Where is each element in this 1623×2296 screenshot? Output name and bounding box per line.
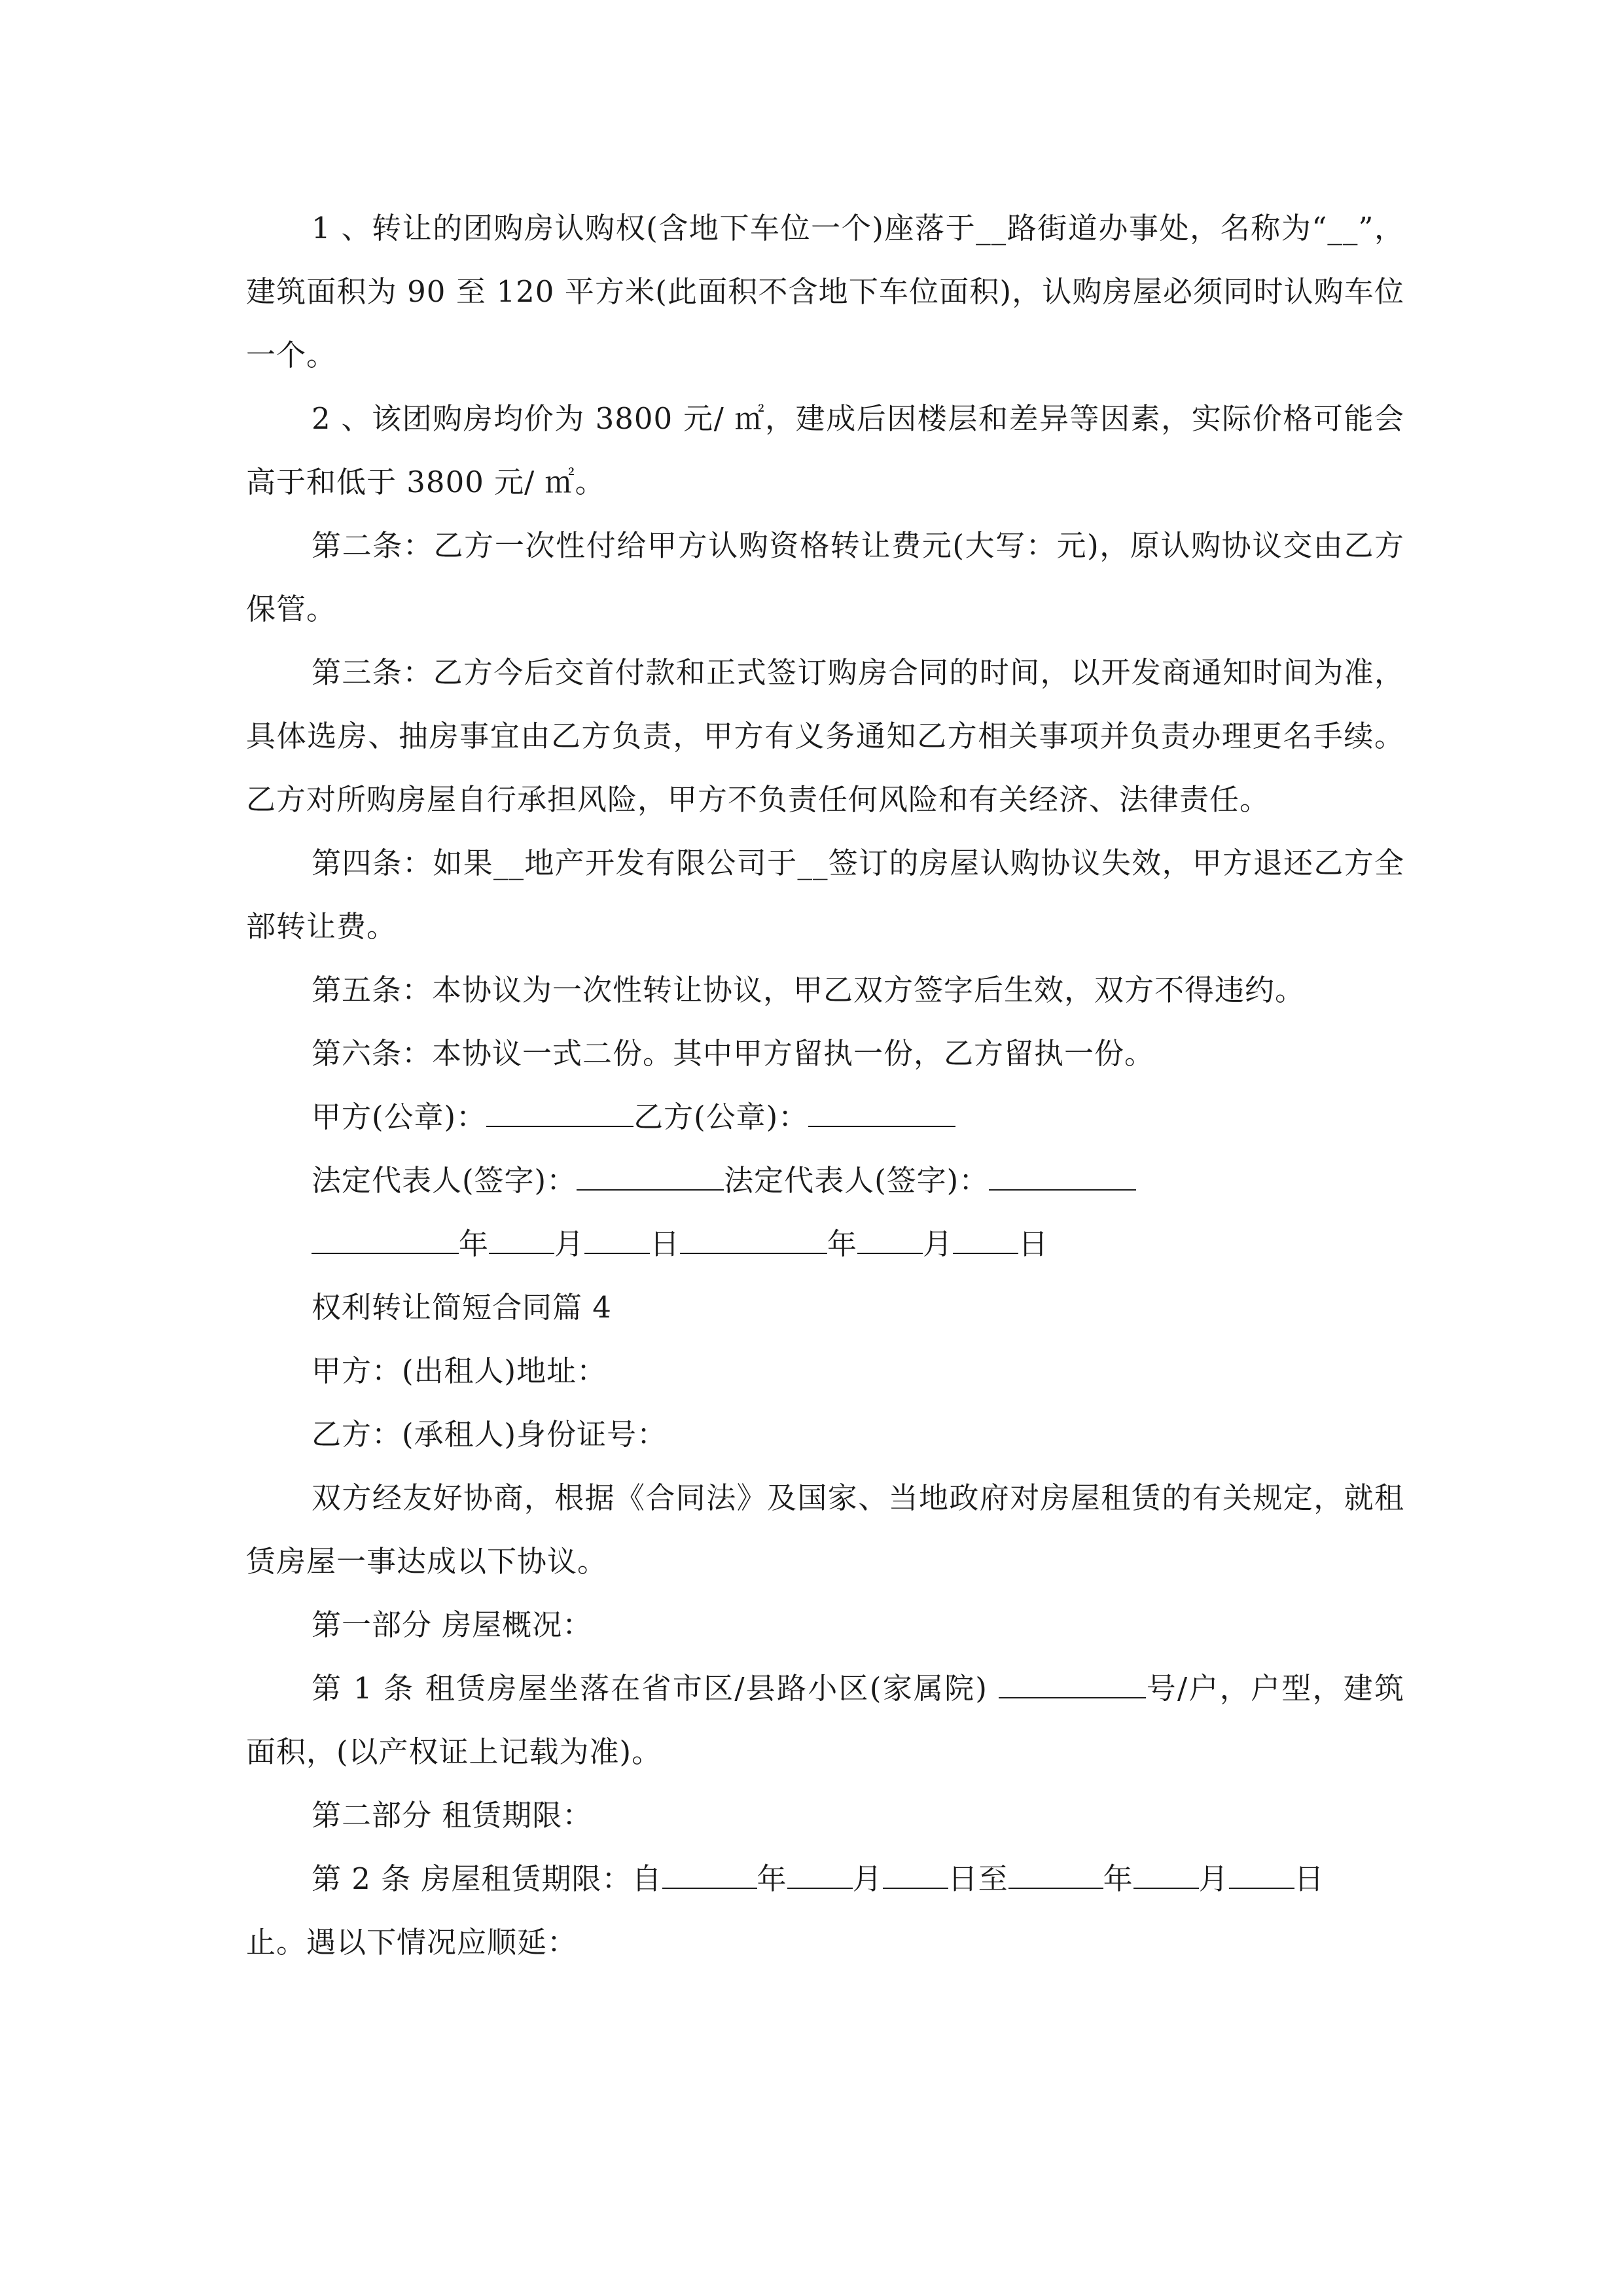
paragraph-article-3: 第三条：乙方今后交首付款和正式签订购房合同的时间，以开发商通知时间为准，具体选房、抽房事宜由乙方负责，甲方有义务通知乙方相关事项并负责办理更名手续。乙方对所购房屋自行承担风险，甲方不负责任何风险和有关经济、法律责任。 bbox=[246, 655, 1404, 817]
date-b-year-blank bbox=[680, 1227, 827, 1254]
date-a-year-blank bbox=[312, 1227, 459, 1254]
date-a-month-blank bbox=[489, 1227, 554, 1254]
paragraph-article-6: 第六条：本协议一式二份。其中甲方留执一份，乙方留执一份。 bbox=[312, 1036, 1155, 1071]
date-b-day-blank bbox=[953, 1227, 1018, 1254]
article-2-month-blank bbox=[787, 1861, 853, 1889]
paragraph-article-5: 第五条：本协议为一次性转让协议，甲乙双方签字后生效，双方不得违约。 bbox=[312, 973, 1306, 1007]
date-b-month-blank bbox=[857, 1227, 923, 1254]
party-a-line: 甲方：(出租人)地址： bbox=[312, 1354, 607, 1388]
article-2-text-a: 第 2 条 房屋租赁期限：自 bbox=[312, 1861, 662, 1896]
article-1-text-b: 号/户，户型，建筑面积，(以产权证上记载为准)。 bbox=[246, 1671, 1404, 1769]
party-b-seal-label: 乙方(公章)： bbox=[633, 1100, 809, 1134]
party-a-seal-label: 甲方(公章)： bbox=[312, 1100, 487, 1134]
date-a-day-label: 日 bbox=[650, 1227, 681, 1261]
section-title: 权利转让简短合同篇 4 bbox=[312, 1290, 612, 1325]
rep-b-blank bbox=[989, 1163, 1136, 1191]
article-2-year2-blank bbox=[1008, 1861, 1103, 1889]
date-b-year-label: 年 bbox=[827, 1227, 858, 1261]
article-1-paragraph bbox=[246, 1657, 1404, 1784]
date-b-month-label: 月 bbox=[923, 1227, 954, 1261]
date-b-day-label: 日 bbox=[1018, 1227, 1049, 1261]
article-2-month-label: 月 bbox=[852, 1861, 883, 1896]
article-1-text-a: 第 1 条 租赁房屋坐落在省市区/县路小区(家属院) bbox=[312, 1671, 988, 1706]
article-2-month2-blank bbox=[1133, 1861, 1199, 1889]
party-b-line: 乙方：(承租人)身份证号： bbox=[312, 1417, 668, 1452]
rep-a-blank bbox=[577, 1163, 724, 1191]
paragraph-clause-2: 2 、该团购房均价为 3800 元/ ㎡，建成后因楼层和差异等因素，实际价格可能会高于和低于 3800 元/ ㎡。 bbox=[246, 401, 1404, 499]
part-2-title: 第二部分 租赁期限： bbox=[312, 1798, 593, 1833]
paragraph-article-4: 第四条：如果__地产开发有限公司于__签订的房屋认购协议失效，甲方退还乙方全部转让费。 bbox=[246, 846, 1404, 944]
article-2-year2-label: 年 bbox=[1103, 1861, 1133, 1896]
intro-paragraph: 双方经友好协商，根据《合同法》及国家、当地政府对房屋租赁的有关规定，就租赁房屋一事达成以下协议。 bbox=[246, 1480, 1404, 1579]
article-2-day2-blank bbox=[1229, 1861, 1294, 1889]
paragraph-clause-1: 1 、转让的团购房认购权(含地下车位一个)座落于__路街道办事处，名称为“__”，建筑面积为 90 至 120 平方米(此面积不含地下车位面积)，认购房屋必须同时认购车位一个。 bbox=[246, 211, 1404, 372]
article-2-month2-label: 月 bbox=[1198, 1861, 1229, 1896]
signature-rep-line bbox=[246, 1149, 1404, 1212]
article-2-continuation: 止。遇以下情况应顺延： bbox=[246, 1925, 578, 1960]
signature-seal-line bbox=[246, 1085, 1404, 1149]
party-a-seal-blank bbox=[486, 1100, 633, 1127]
signature-date-line bbox=[246, 1212, 1404, 1276]
paragraph-article-2: 第二条：乙方一次性付给甲方认购资格转让费元(大写：元)，原认购协议交由乙方保管。 bbox=[246, 528, 1404, 626]
article-2-day-to-label: 日至 bbox=[948, 1861, 1008, 1896]
article-2-day2-label: 日 bbox=[1294, 1861, 1325, 1896]
rep-b-label: 法定代表人(签字)： bbox=[724, 1163, 990, 1198]
date-a-month-label: 月 bbox=[554, 1227, 585, 1261]
date-a-day-blank bbox=[584, 1227, 650, 1254]
article-2-day-blank bbox=[883, 1861, 948, 1889]
part-1-title: 第一部分 房屋概况： bbox=[312, 1607, 593, 1642]
article-2-year-label: 年 bbox=[757, 1861, 787, 1896]
date-a-year-label: 年 bbox=[459, 1227, 490, 1261]
article-1-blank bbox=[999, 1671, 1146, 1698]
article-2-line bbox=[246, 1847, 1404, 1910]
document-body bbox=[246, 196, 1404, 1974]
article-2-year-blank bbox=[662, 1861, 757, 1889]
rep-a-label: 法定代表人(签字)： bbox=[312, 1163, 577, 1198]
party-b-seal-blank bbox=[808, 1100, 955, 1127]
